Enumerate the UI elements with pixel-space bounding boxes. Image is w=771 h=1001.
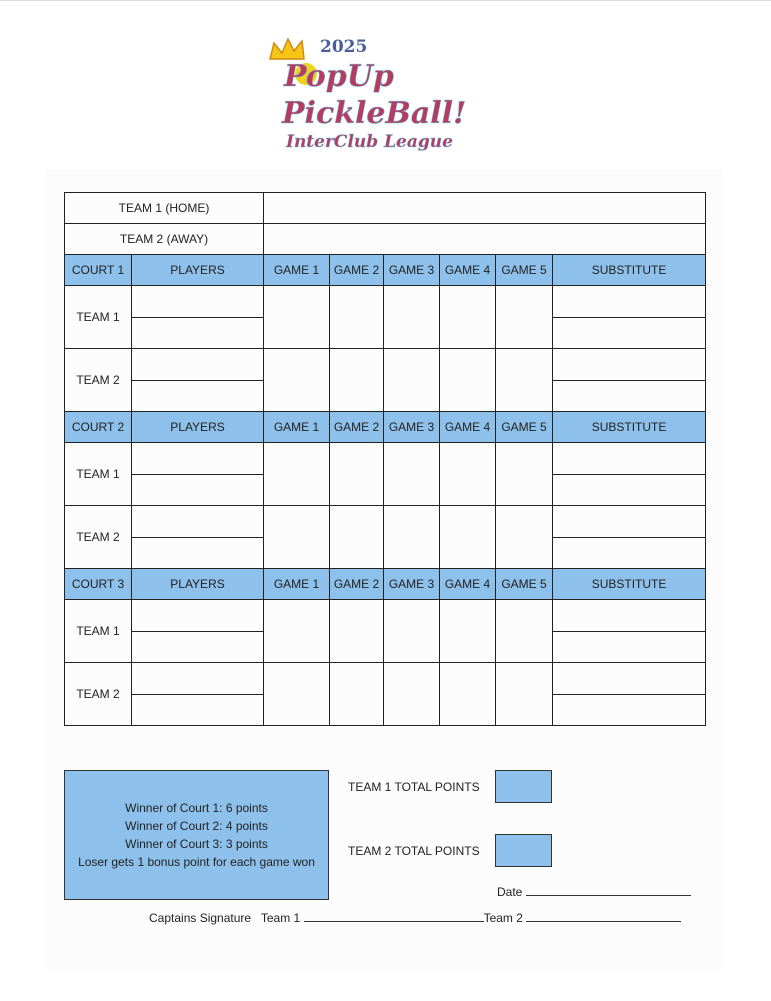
svg-text:PopUp: PopUp	[284, 59, 394, 94]
player-field[interactable]	[132, 632, 263, 663]
signature-team1-label: Team 1	[260, 911, 301, 925]
team-row	[65, 286, 706, 349]
captains-signature-label: Captains Signature	[149, 911, 252, 925]
game-score-field[interactable]	[330, 443, 384, 506]
substitute-field[interactable]	[553, 632, 705, 663]
players-cell	[132, 349, 264, 412]
game-score-field[interactable]	[440, 506, 496, 569]
signature-row	[149, 909, 681, 925]
court-label: COURT 1	[65, 255, 132, 286]
game-header: GAME 3	[384, 412, 440, 443]
substitute-cell	[553, 349, 706, 412]
game-score-field[interactable]	[440, 349, 496, 412]
player-field[interactable]	[132, 381, 263, 412]
game-score-field[interactable]	[384, 286, 440, 349]
date-field[interactable]	[526, 883, 691, 896]
substitute-field[interactable]	[553, 506, 705, 538]
team-row	[65, 443, 706, 506]
player-field[interactable]	[132, 286, 263, 318]
home-team-field[interactable]	[264, 193, 706, 224]
game-header: GAME 2	[330, 255, 384, 286]
court-header-row	[65, 569, 706, 600]
game-score-field[interactable]	[496, 286, 553, 349]
team1-total-label: TEAM 1 TOTAL POINTS	[348, 780, 480, 794]
team-label: TEAM 2	[65, 663, 132, 726]
game-score-field[interactable]	[264, 286, 330, 349]
game-score-field[interactable]	[496, 600, 553, 663]
team-label: TEAM 2	[65, 506, 132, 569]
game-score-field[interactable]	[496, 349, 553, 412]
player-field[interactable]	[132, 318, 263, 349]
game-score-field[interactable]	[496, 663, 553, 726]
game-header: GAME 2	[330, 412, 384, 443]
player-field[interactable]	[132, 663, 263, 695]
substitute-header: SUBSTITUTE	[553, 412, 706, 443]
game-header: GAME 1	[264, 412, 330, 443]
rule-line: Winner of Court 1: 6 points	[125, 801, 268, 815]
substitute-field[interactable]	[553, 286, 705, 318]
svg-text:PickleBall!: PickleBall!	[282, 96, 467, 131]
game-score-field[interactable]	[384, 443, 440, 506]
rule-line: Winner of Court 3: 3 points	[125, 837, 268, 851]
game-score-field[interactable]	[440, 286, 496, 349]
signature-team2-field[interactable]	[526, 909, 681, 922]
players-cell	[132, 506, 264, 569]
crown-icon	[270, 39, 304, 59]
score-table	[64, 192, 706, 726]
game-score-field[interactable]	[384, 663, 440, 726]
date-row	[497, 883, 691, 899]
substitute-cell	[553, 443, 706, 506]
game-score-field[interactable]	[330, 349, 384, 412]
substitute-field[interactable]	[553, 663, 705, 695]
team-label: TEAM 1	[65, 600, 132, 663]
away-team-row	[65, 224, 706, 255]
players-cell	[132, 286, 264, 349]
game-score-field[interactable]	[384, 600, 440, 663]
team-label: TEAM 1	[65, 286, 132, 349]
game-score-field[interactable]	[330, 506, 384, 569]
game-header: GAME 5	[496, 412, 553, 443]
game-score-field[interactable]	[496, 506, 553, 569]
scoring-rules-box	[64, 770, 329, 900]
court-label: COURT 3	[65, 569, 132, 600]
game-header: GAME 1	[264, 255, 330, 286]
game-header: GAME 4	[440, 569, 496, 600]
rule-line: Loser gets 1 bonus point for each game won	[78, 855, 315, 869]
substitute-header: SUBSTITUTE	[553, 255, 706, 286]
player-field[interactable]	[132, 475, 263, 506]
team2-total-label: TEAM 2 TOTAL POINTS	[348, 844, 480, 858]
game-score-field[interactable]	[440, 600, 496, 663]
player-field[interactable]	[132, 538, 263, 569]
team-label: TEAM 2	[65, 349, 132, 412]
away-team-label: TEAM 2 (AWAY)	[65, 224, 264, 255]
game-header: GAME 3	[384, 569, 440, 600]
substitute-field[interactable]	[553, 443, 705, 475]
substitute-header: SUBSTITUTE	[553, 569, 706, 600]
game-score-field[interactable]	[264, 663, 330, 726]
game-score-field[interactable]	[440, 663, 496, 726]
game-score-field[interactable]	[384, 349, 440, 412]
game-header: GAME 4	[440, 255, 496, 286]
players-header: PLAYERS	[132, 569, 264, 600]
game-score-field[interactable]	[264, 349, 330, 412]
league-logo	[262, 31, 477, 156]
game-score-field[interactable]	[330, 286, 384, 349]
date-label: Date	[497, 885, 523, 899]
substitute-field[interactable]	[553, 349, 705, 381]
player-field[interactable]	[132, 349, 263, 381]
game-score-field[interactable]	[264, 443, 330, 506]
rule-line: Winner of Court 2: 4 points	[125, 819, 268, 833]
substitute-cell	[553, 506, 706, 569]
game-score-field[interactable]	[330, 600, 384, 663]
game-score-field[interactable]	[496, 443, 553, 506]
substitute-cell	[553, 286, 706, 349]
court-header-row	[65, 412, 706, 443]
home-team-row	[65, 193, 706, 224]
player-field[interactable]	[132, 600, 263, 632]
court-header-row	[65, 255, 706, 286]
game-header: GAME 5	[496, 569, 553, 600]
team-row	[65, 600, 706, 663]
player-field[interactable]	[132, 506, 263, 538]
substitute-cell	[553, 600, 706, 663]
game-header: GAME 1	[264, 569, 330, 600]
home-team-label: TEAM 1 (HOME)	[65, 193, 264, 224]
team-label: TEAM 1	[65, 443, 132, 506]
signature-team1-field[interactable]	[304, 909, 484, 922]
away-team-field[interactable]	[264, 224, 706, 255]
substitute-field[interactable]	[553, 600, 705, 632]
substitute-field[interactable]	[553, 475, 705, 506]
players-cell	[132, 663, 264, 726]
team2-total-field[interactable]	[495, 834, 552, 867]
game-header: GAME 4	[440, 412, 496, 443]
game-score-field[interactable]	[330, 663, 384, 726]
svg-text:InterClub League: InterClub League	[286, 132, 453, 152]
substitute-field[interactable]	[553, 381, 705, 412]
svg-text:2025: 2025	[320, 37, 368, 57]
players-cell	[132, 443, 264, 506]
signature-team2-label: Team 2	[483, 911, 523, 925]
substitute-cell	[553, 663, 706, 726]
team1-total-field[interactable]	[495, 770, 552, 803]
game-header: GAME 3	[384, 255, 440, 286]
team-row	[65, 663, 706, 726]
game-header: GAME 5	[496, 255, 553, 286]
game-score-field[interactable]	[264, 506, 330, 569]
game-header: GAME 2	[330, 569, 384, 600]
substitute-field[interactable]	[553, 538, 705, 569]
court-label: COURT 2	[65, 412, 132, 443]
substitute-field[interactable]	[553, 318, 705, 349]
game-score-field[interactable]	[440, 443, 496, 506]
players-cell	[132, 600, 264, 663]
substitute-field[interactable]	[553, 695, 705, 726]
game-score-field[interactable]	[264, 600, 330, 663]
player-field[interactable]	[132, 443, 263, 475]
players-header: PLAYERS	[132, 412, 264, 443]
game-score-field[interactable]	[384, 506, 440, 569]
players-header: PLAYERS	[132, 255, 264, 286]
team-row	[65, 506, 706, 569]
team-row	[65, 349, 706, 412]
player-field[interactable]	[132, 695, 263, 726]
